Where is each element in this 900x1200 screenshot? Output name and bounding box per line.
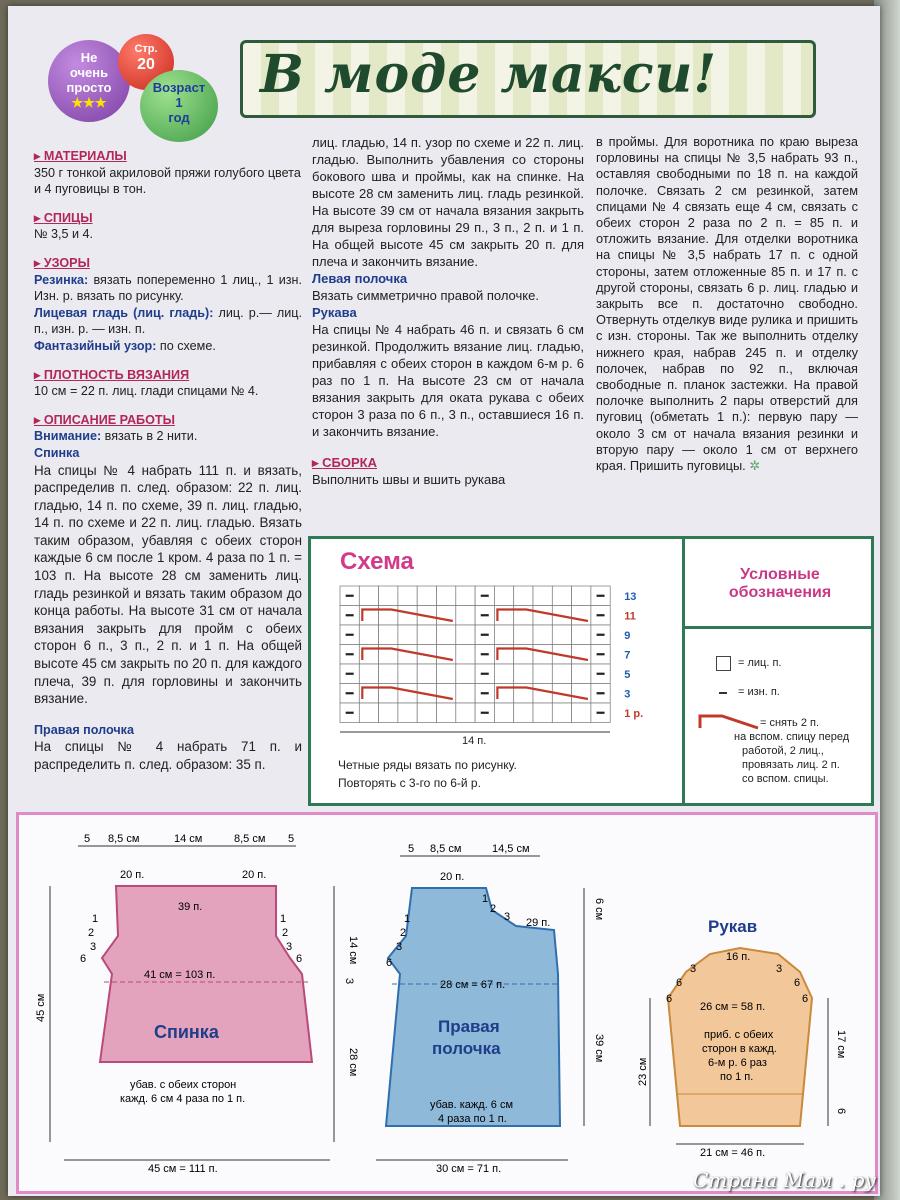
front-neck-dec-4: 29 п. <box>526 917 551 929</box>
legend-cable <box>734 716 850 786</box>
sleeve-note-4: по 1 п. <box>720 1071 754 1083</box>
back-dim-4: 8,5 см <box>234 833 266 845</box>
front-dim-1: 5 <box>408 843 415 855</box>
needles-text: № 3,5 и 4. <box>34 227 94 242</box>
back-shoulder-right: 20 п. <box>242 869 267 881</box>
rib-text <box>34 272 302 305</box>
front-note-2: 4 раза по 1 п. <box>438 1113 507 1125</box>
scheme-cell <box>456 586 475 606</box>
legend-cable-1: = снять 2 п. <box>760 717 820 729</box>
back-dec-l-1: 1 <box>92 913 99 925</box>
scheme-cell <box>514 703 533 723</box>
scheme-cell <box>494 586 513 606</box>
difficulty-line-2: очень <box>69 65 109 80</box>
assembly-text: Выполнить швы и вшить рукава <box>312 472 506 487</box>
back-dec-r-1: 1 <box>280 913 287 925</box>
knit-symbol-icon <box>716 656 731 671</box>
scheme-cell <box>437 645 456 665</box>
back-dim-5: 5 <box>288 833 295 845</box>
work-heading: ▸ ОПИСАНИЕ РАБОТЫ <box>34 412 175 427</box>
scheme-row-label: 11 <box>624 610 636 623</box>
difficulty-line-1: Не <box>80 50 98 65</box>
scheme-cell <box>379 703 398 723</box>
scheme-cell <box>572 684 591 704</box>
scheme-cell <box>398 606 417 626</box>
scheme-note-1: Четные ряды вязать по рисунку. <box>338 758 517 772</box>
scheme-cell <box>494 625 513 645</box>
legend-purl: = изн. п. <box>738 686 780 698</box>
sleeve-note-3: 6-м р. 6 раз <box>708 1057 767 1069</box>
scheme-cell <box>572 586 591 606</box>
back-neck: 39 п. <box>178 901 203 913</box>
back-note-2: кажд. 6 см 4 раза по 1 п. <box>120 1093 246 1105</box>
age-value: 1 <box>175 95 183 110</box>
front-neck-dec-3: 3 <box>504 911 511 923</box>
page-title: В моде макси! <box>260 44 718 105</box>
scheme-cell <box>572 606 591 626</box>
purl-symbol-icon <box>719 692 727 694</box>
back-piece <box>35 833 359 1175</box>
front-right-dim-2: 39 см <box>593 1034 605 1063</box>
front-shoulder: 20 п. <box>440 871 465 883</box>
legend-title <box>690 566 870 602</box>
sleeve-dec-5: 6 <box>794 977 801 989</box>
assembly-heading: ▸ СБОРКА <box>312 455 377 470</box>
scheme-cell <box>417 664 436 684</box>
back-right-dim-3: 28 см <box>347 1048 359 1077</box>
scheme-row-label: 3 <box>624 688 631 701</box>
scheme-cell <box>456 606 475 626</box>
sleeve-right-dim-1: 17 см <box>835 1030 847 1059</box>
front-dec-4: 6 <box>386 957 393 969</box>
fancy-label: Фантазийный узор: <box>34 338 157 353</box>
flower-icon: ✲ <box>749 458 760 474</box>
right-front-text: На спицы № 4 набрать 71 п. и распределить п. след. образом: 35 п. <box>34 739 302 772</box>
scheme-cell <box>572 625 591 645</box>
page-number: 20 <box>137 56 155 73</box>
scheme-row-label: 9 <box>624 629 631 642</box>
back-dec-l-4: 6 <box>80 953 87 965</box>
scheme-cell <box>456 703 475 723</box>
scheme-row-label: 1 р. <box>624 707 644 720</box>
scheme-cell <box>417 625 436 645</box>
materials-heading-text: МАТЕРИАЛЫ <box>43 149 127 163</box>
front-neck-dec-1: 1 <box>482 893 489 905</box>
sleeves-text: На спицы № 4 набрать 46 п. и связать 6 см резинкой. Продолжить вязание лиц. гладью, прибавляя с обеих сторон в каждом 6-м р. 6 раз по 1 п. На высоте 23 см от начала вязания закрыть для оката рукава с обеих сторон 3 раза по 6 п., 3 п., оставшиеся 16 п. и закончить вязание. <box>312 322 584 439</box>
back-chest: 41 см = 103 п. <box>144 969 216 981</box>
sleeve-top: 16 п. <box>726 951 751 963</box>
sleeve-dec-4: 3 <box>776 963 783 975</box>
legend-cable-2: на вспом. спицу перед <box>734 731 850 743</box>
legend-divider <box>685 626 871 629</box>
cable-symbol-icon <box>698 710 762 732</box>
scheme-cell <box>456 664 475 684</box>
sleeve-left-height: 23 см <box>637 1057 649 1086</box>
sleeve-name: Рукав <box>708 917 758 936</box>
scheme-chart <box>330 580 650 750</box>
front-right-dim-1: 6 см <box>593 898 605 921</box>
front-neck-dec-2: 2 <box>490 903 497 915</box>
scheme-grid <box>340 586 610 723</box>
scheme-cell <box>456 625 475 645</box>
stock-text <box>34 305 302 338</box>
sleeve-dec-1: 3 <box>690 963 697 975</box>
sleeve-dec-6: 6 <box>802 993 809 1005</box>
scheme-cell <box>572 664 591 684</box>
scheme-cell <box>379 625 398 645</box>
back-dim-2: 8,5 см <box>108 833 140 845</box>
scheme-cell <box>533 664 552 684</box>
scheme-cell <box>552 625 571 645</box>
scheme-cell <box>514 664 533 684</box>
density-heading-text: ПЛОТНОСТЬ ВЯЗАНИЯ <box>43 367 190 382</box>
column-3 <box>596 134 858 474</box>
scheme-row-label: 7 <box>624 649 631 662</box>
scheme-cell <box>533 606 552 626</box>
patterns-heading-text: УЗОРЫ <box>43 255 90 270</box>
sleeve-note-2: сторон в кажд. <box>702 1043 777 1055</box>
scheme-cell <box>572 703 591 723</box>
scheme-cell <box>437 606 456 626</box>
front-dec-2: 2 <box>400 927 407 939</box>
scheme-cell <box>437 684 456 704</box>
materials-text: 350 г тонкой акриловой пряжи голубого цвета и 4 пуговицы в тон. <box>34 165 301 197</box>
scheme-cell <box>359 586 378 606</box>
finishing-text <box>596 134 858 474</box>
back-dec-l-2: 2 <box>88 927 95 939</box>
back-heading: Спинка <box>34 445 80 460</box>
scheme-cell <box>398 703 417 723</box>
back-dec-r-4: 6 <box>296 953 303 965</box>
attention-text <box>34 428 302 445</box>
back-right-dim-1: 14 см <box>347 936 359 965</box>
scheme-cell <box>533 625 552 645</box>
front-piece <box>376 843 605 1175</box>
rib-desc: вязать попеременно 1 лиц., 1 изн. Изн. р. вязать по рисунку. <box>34 272 302 304</box>
scheme-cell <box>533 703 552 723</box>
scheme-cell <box>456 645 475 665</box>
scheme-cell <box>437 703 456 723</box>
fancy-text <box>34 338 302 355</box>
sleeves-heading: Рукава <box>312 305 357 320</box>
scheme-cell <box>514 586 533 606</box>
pattern-diagrams <box>20 826 868 1186</box>
front-dec-3: 3 <box>396 941 403 953</box>
back-right-dim-2: 3 <box>343 978 355 985</box>
back-shoulder-left: 20 п. <box>120 869 145 881</box>
right-front-heading: Правая полочка <box>34 722 134 737</box>
scheme-row-label: 5 <box>624 668 631 681</box>
scheme-cell <box>552 664 571 684</box>
scheme-cell <box>572 645 591 665</box>
legend-knit: = лиц. п. <box>738 657 782 669</box>
sleeve-right-dim-2: 6 <box>835 1108 847 1115</box>
sleeve-bottom: 21 см = 46 п. <box>700 1147 766 1159</box>
back-dim-3: 14 см <box>174 833 203 845</box>
scheme-cell <box>359 703 378 723</box>
legend-cable-5: со вспом. спицы. <box>742 773 829 785</box>
legend-cable-4: провязать лиц. 2 п. <box>742 759 840 771</box>
attention-label: Внимание: <box>34 429 102 444</box>
scheme-cell <box>514 625 533 645</box>
scheme-cell <box>494 703 513 723</box>
column-1 <box>34 148 302 774</box>
front-dec-1: 1 <box>404 913 411 925</box>
back-name: Спинка <box>154 1022 219 1042</box>
page-label: Стр. <box>134 43 158 55</box>
scheme-cell <box>379 664 398 684</box>
back-bottom: 45 см = 111 п. <box>148 1163 218 1175</box>
back-dec-r-2: 2 <box>282 927 289 939</box>
left-front-text: Вязать симметрично правой полочке. <box>312 288 539 303</box>
difficulty-line-3: просто <box>66 80 112 95</box>
scheme-cell <box>359 625 378 645</box>
assembly-heading-text: СБОРКА <box>322 455 377 470</box>
legend-title-1: Условные <box>740 566 820 583</box>
scheme-title: Схема <box>340 548 414 575</box>
density-heading: ▸ ПЛОТНОСТЬ ВЯЗАНИЯ <box>34 367 190 382</box>
scheme-cell <box>494 664 513 684</box>
front-name-2: полочка <box>432 1039 501 1058</box>
scheme-cell <box>533 586 552 606</box>
sleeve-piece <box>637 917 847 1159</box>
legend-title-2: обозначения <box>728 584 832 601</box>
difficulty-stars: ★★★ <box>71 95 107 110</box>
scheme-row-labels <box>624 591 643 720</box>
scheme-cell <box>552 586 571 606</box>
work-heading-text: ОПИСАНИЕ РАБОТЫ <box>43 412 175 427</box>
sleeve-width: 26 см = 58 п. <box>700 1001 766 1013</box>
front-name-1: Правая <box>438 1017 500 1036</box>
scheme-cell <box>552 703 571 723</box>
scheme-cell <box>437 664 456 684</box>
finishing-body: в проймы. Для воротника по краю выреза горловины на спицы № 3,5 набрать 93 п., оставляя свободными по 18 п. на каждой полочке. Связать 2 см резинкой, затем спицами № 4 связать еще 4 см, связать с обеих сторон 2 раза по 2 п. = 85 п. и отложить вязание. Для отделки воротника на спицы № 3,5 набрать 17 п. с одной стороны, затем отложенные 85 п. и 17 п. с другой стороны, связать 6 р. лиц. гладью и закрыть все п. достаточно свободно. Отвернуть отделкув виде рулика и пришить с изн. стороны. Так же выполнить отделку нижнего края, набрав 245 п. и отделку полочек, набрав по 92 п., включая свободные п. планок застежки. На правой полочке выполнить 2 пары отверстий для пуговиц (обметать 1 п.): первую пару — около 3 см от начала вязания резинки и вторую пару — около 1 см от верхнего края. Пришить пуговицы. <box>596 134 858 474</box>
back-dim-1: 5 <box>84 833 91 845</box>
needles-heading: ▸ СПИЦЫ <box>34 210 93 225</box>
attention-desc: вязать в 2 нити. <box>101 429 198 444</box>
sleeve-dec-3: 6 <box>666 993 673 1005</box>
materials-heading: ▸ МАТЕРИАЛЫ <box>34 149 127 163</box>
scheme-cell <box>379 586 398 606</box>
scheme-cell <box>533 684 552 704</box>
back-dec-r-3: 3 <box>286 941 293 953</box>
scheme-cell <box>417 586 436 606</box>
sleeve-dec-2: 6 <box>676 977 683 989</box>
back-note-1: убав. с обеих сторон <box>130 1079 237 1091</box>
left-front-heading: Левая полочка <box>312 271 408 286</box>
scheme-cell <box>398 664 417 684</box>
scheme-cell <box>417 703 436 723</box>
front-dim-3: 14,5 см <box>492 843 530 855</box>
age-unit: год <box>168 110 190 125</box>
front-dim-2: 8,5 см <box>430 843 462 855</box>
scheme-cell <box>398 645 417 665</box>
scheme-cell <box>456 684 475 704</box>
age-label: Возраст <box>152 80 206 95</box>
scheme-cell <box>398 586 417 606</box>
scheme-width-label: 14 п. <box>462 735 487 747</box>
scheme-row-label: 13 <box>624 590 637 603</box>
scheme-cell <box>437 586 456 606</box>
front-bottom: 30 см = 71 п. <box>436 1163 502 1175</box>
back-text: На спицы № 4 набрать 111 п. и вязать, распределив п. след. образом: 22 п. лиц. гладью, 14 п. по схеме, 39 п. лиц. гладью, 14 п. по схеме и 22 п. лиц. гладью. Вязать таким образом, убавляя с обеих сторон каждые 6 см после 1 кром. 4 раза по 1 п. = 103 п. На высоте 28 см заменить лиц. гладь резинкой и вязать таким образом до конца работы. На высоте 31 см от начала вязания закрыть для пройм с обеих сторон 6 п., 3 п., 2 п. и 1 п. На общей высоте 45 см закрыть по 20 п. для каждого плеча, 39 п. для горловины и закончить вязание. <box>34 462 302 707</box>
stock-label: Лицевая гладь (лиц. гладь): <box>34 305 214 320</box>
scheme-cell <box>398 684 417 704</box>
scheme-cell <box>437 625 456 645</box>
patterns-heading: ▸ УЗОРЫ <box>34 255 90 270</box>
back-left-height: 45 см <box>35 993 47 1022</box>
rib-label: Резинка: <box>34 272 89 287</box>
right-front-cont: лиц. гладью, 14 п. узор по схеме и 22 п. лиц. гладью. Выполнить убавления со стороны бокового шва и проймы, как на спинке. На высоте 28 см заменить лиц. гладь резинкой. На высоте 39 см от начала вязания закрыть для выреза горловины 29 п., 3 п., 2 п. и 1 п. На общей высоте 45 см закрыть 20 п. для плеча и закончить вязание. <box>312 135 584 269</box>
back-dec-l-3: 3 <box>90 941 97 953</box>
front-note-1: убав. кажд. 6 см <box>430 1099 514 1111</box>
density-text: 10 см = 22 п. лиц. глади спицами № 4. <box>34 384 259 399</box>
fancy-desc: по схеме. <box>156 338 216 353</box>
scheme-cell <box>398 625 417 645</box>
sleeve-note-1: приб. с обеих <box>704 1029 774 1041</box>
age-balloon <box>140 70 218 142</box>
legend-cable-3: работой, 2 лиц., <box>742 745 824 757</box>
front-chest: 28 см = 67 п. <box>440 979 506 991</box>
needles-heading-text: СПИЦЫ <box>43 210 93 225</box>
stock-desc: лиц. р.— лиц. п., изн. р. — изн. п. <box>34 305 302 337</box>
scheme-cell <box>359 664 378 684</box>
column-2 <box>312 134 584 488</box>
scheme-note-2: Повторять с 3-го по 6-й р. <box>338 776 481 790</box>
scheme-cell <box>533 645 552 665</box>
watermark: Страна Мам . ру <box>693 1168 876 1192</box>
